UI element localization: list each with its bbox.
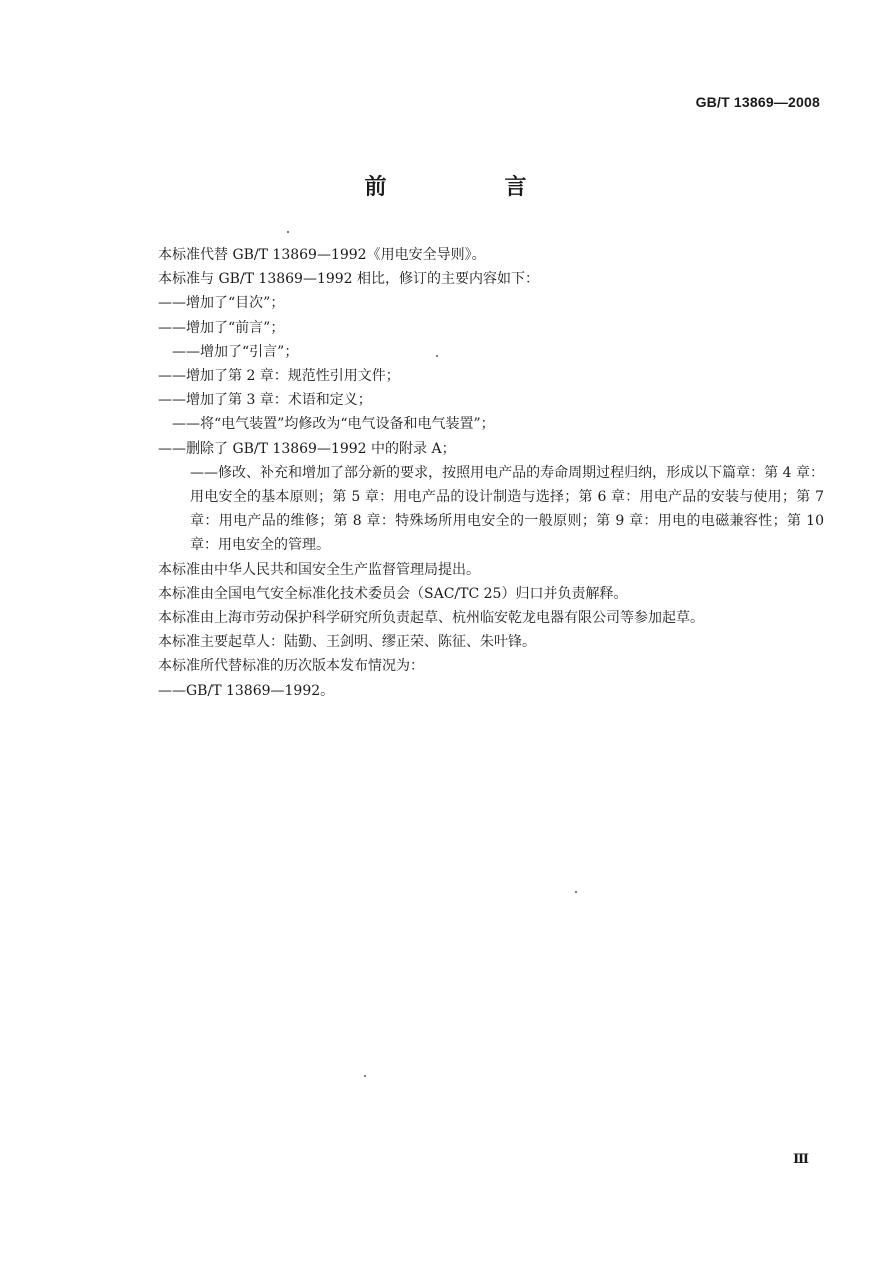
paragraph-drafters: 本标准主要起草人：陆勤、王剑明、缪正荣、陈征、朱叶锋。	[158, 634, 536, 651]
scan-speck	[364, 1075, 366, 1077]
paragraph-history-intro: 本标准所代替标准的历次版本发布情况为：	[158, 658, 424, 675]
paragraph-drafted-by: 本标准由上海市劳动保护科学研究所负责起草、杭州临安乾龙电器有限公司等参加起草。	[158, 610, 704, 627]
paragraph-centralized-by: 本标准由全国电气安全标准化技术委员会（SAC/TC 25）归口并负责解释。	[158, 585, 628, 602]
page-title: 前 言	[364, 175, 575, 200]
list-item-delete-annex: ——删除了 GB/T 13869—1992 中的附录 A；	[158, 440, 456, 457]
list-item-term-change: ——将“电气装置”均修改为“电气设备和电气装置”；	[172, 416, 495, 433]
paragraph-proposed-by: 本标准由中华人民共和国安全生产监督管理局提出。	[158, 561, 480, 578]
scan-speck	[436, 355, 438, 357]
paragraph-replaces: 本标准代替 GB/T 13869—1992《用电安全导则》。	[158, 247, 486, 263]
paragraph-changes-intro: 本标准与 GB/T 13869—1992 相比，修订的主要内容如下：	[158, 271, 540, 288]
page-number: Ⅲ	[793, 1152, 809, 1167]
scan-speck	[287, 231, 289, 233]
scan-speck	[575, 891, 577, 893]
list-item-chapter-3: ——增加了第 3 章：术语和定义；	[158, 392, 372, 409]
list-item-foreword: ——增加了“前言”；	[158, 319, 285, 336]
list-item-chapter-2: ——增加了第 2 章：规范性引用文件；	[158, 368, 400, 385]
document-body	[158, 243, 824, 703]
list-item-introduction: ——增加了“引言”；	[172, 343, 299, 360]
list-item-toc: ——增加了“目次”；	[158, 295, 285, 312]
standard-code: GB/T 13869—2008	[695, 94, 820, 110]
list-item-history: ——GB/T 13869—1992。	[158, 682, 335, 699]
list-item-new-requirements: ——修改、补充和增加了部分新的要求，按照用电产品的寿命周期过程归纳，形成以下篇章：第 4 章：用电安全的基本原则；第 5 章：用电产品的设计制造与选择；第 6 章：用电产品的安装与使用；第 7 章：用电产品的维修；第 8 章：特殊场所用电安全的一般原则；第 9 章：用电的电磁兼容性；第 10 章：用电安全的管理。	[190, 464, 824, 554]
